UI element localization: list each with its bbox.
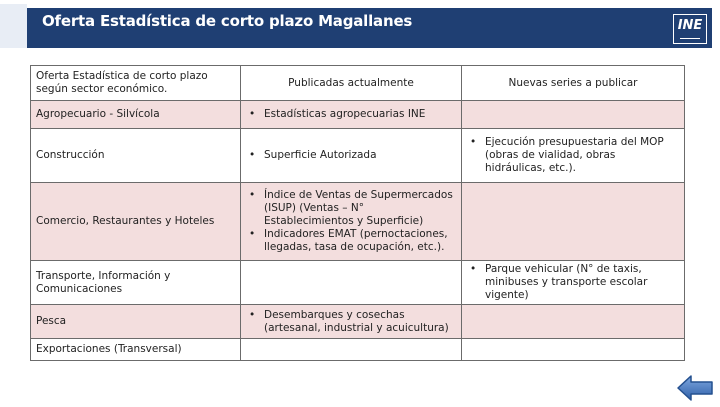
published-cell <box>241 129 462 183</box>
table-row <box>31 339 685 361</box>
column-header-new-series: Nuevas series a publicar <box>462 66 685 101</box>
logo-underline <box>680 38 700 41</box>
new-series-cell <box>462 305 685 339</box>
header-bar <box>0 0 720 50</box>
list-item: • Indicadores EMAT (pernoctaciones, llegadas, tasa de ocupación, etc.). <box>246 228 456 254</box>
ine-logo <box>673 14 707 44</box>
new-series-cell <box>462 101 685 129</box>
list-item: • Parque vehicular (N° de taxis, minibuses y transporte escolar vigente) <box>467 263 679 302</box>
sector-cell: Pesca <box>31 305 241 339</box>
published-cell <box>241 305 462 339</box>
new-series-cell <box>462 339 685 361</box>
table-header-row <box>31 66 685 101</box>
sector-cell: Exportaciones (Transversal) <box>31 339 241 361</box>
table-row <box>31 101 685 129</box>
sector-cell: Agropecuario - Silvícola <box>31 101 241 129</box>
back-arrow-button[interactable] <box>676 374 714 402</box>
list-item: • Superficie Autorizada <box>246 149 456 162</box>
back-arrow-icon <box>676 374 714 402</box>
column-header-published: Publicadas actualmente <box>241 66 462 101</box>
table-row <box>31 305 685 339</box>
published-cell <box>241 101 462 129</box>
published-cell <box>241 339 462 361</box>
statistics-table <box>30 65 685 361</box>
list-item: • Estadísticas agropecuarias INE <box>246 108 456 121</box>
list-item: • Ejecución presupuestaria del MOP (obras de vialidad, obras hidráulicas, etc.). <box>467 136 679 175</box>
sector-cell: Construcción <box>31 129 241 183</box>
header-accent <box>0 4 27 48</box>
column-header-sector: Oferta Estadística de corto plazo según sector económico. <box>31 66 241 101</box>
sector-cell: Comercio, Restaurantes y Hoteles <box>31 183 241 261</box>
list-item: • Índice de Ventas de Supermercados (ISUP) (Ventas – N° Establecimientos y Superficie) <box>246 189 456 228</box>
new-series-cell <box>462 261 685 305</box>
new-series-cell <box>462 129 685 183</box>
table-row <box>31 129 685 183</box>
page-title: Oferta Estadística de corto plazo Magallanes <box>42 12 413 30</box>
new-series-cell <box>462 183 685 261</box>
list-item: • Desembarques y cosechas (artesanal, industrial y acuicultura) <box>246 309 456 335</box>
published-cell <box>241 261 462 305</box>
table-row <box>31 183 685 261</box>
table-row <box>31 261 685 305</box>
sector-cell: Transporte, Información y Comunicaciones <box>31 261 241 305</box>
published-cell <box>241 183 462 261</box>
logo-text: INE <box>677 18 703 33</box>
